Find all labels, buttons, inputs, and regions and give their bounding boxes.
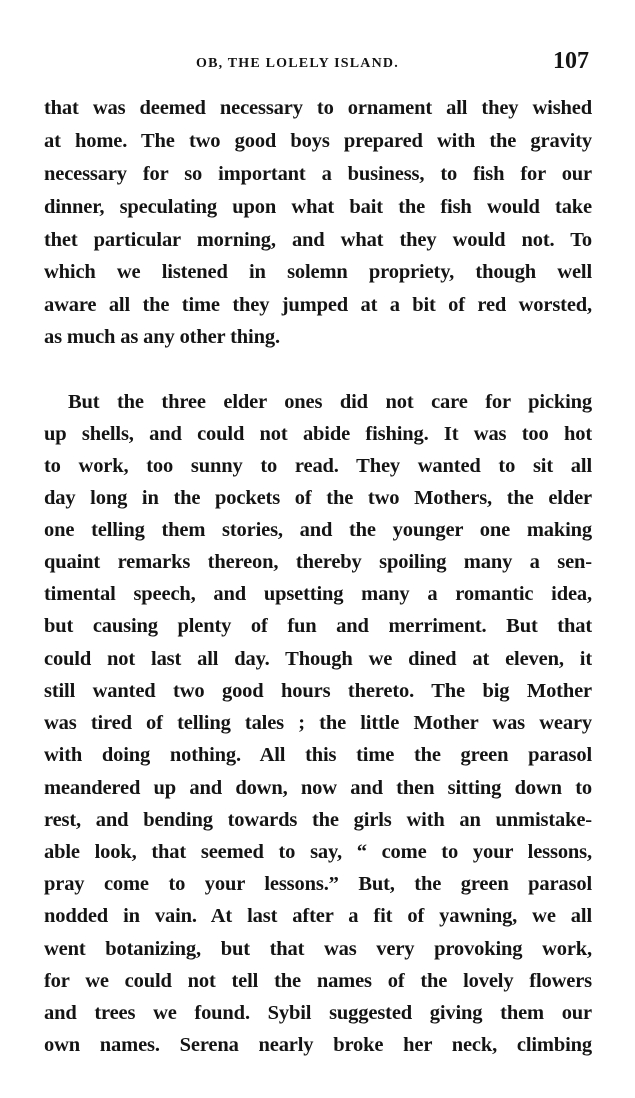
text-line: own names. Serena nearly broke her neck, climbing bbox=[44, 1034, 592, 1056]
text-line: but causing plenty of fun and merriment. But that bbox=[44, 615, 592, 637]
text-line: day long in the pockets of the two Mothers, the elder bbox=[44, 487, 592, 509]
text-line: one telling them stories, and the younger one making bbox=[44, 519, 592, 541]
text-line: was tired of telling tales ; the little Mother was weary bbox=[44, 712, 592, 734]
text-line: and trees we found. Sybil suggested giving them our bbox=[44, 1002, 592, 1024]
text-line: pray come to your lessons.” But, the green parasol bbox=[44, 873, 592, 895]
text-line: still wanted two good hours thereto. The big Mother bbox=[44, 680, 592, 702]
text-line: at home. The two good boys prepared with the gravity bbox=[44, 130, 592, 152]
text-line: up shells, and could not abide fishing. It was too hot bbox=[44, 423, 592, 445]
text-line: meandered up and down, now and then sitting down to bbox=[44, 777, 592, 799]
text-line: rest, and bending towards the girls with an unmistake- bbox=[44, 809, 592, 831]
text-line: But the three elder ones did not care for picking bbox=[68, 391, 592, 413]
text-line: quaint remarks thereon, thereby spoiling many a sen- bbox=[44, 551, 592, 573]
text-line: able look, that seemed to say, “ come to your lessons, bbox=[44, 841, 592, 863]
text-line: went botanizing, but that was very provoking work, bbox=[44, 938, 592, 960]
text-line: could not last all day. Though we dined at eleven, it bbox=[44, 648, 592, 670]
text-line: necessary for so important a business, to fish for our bbox=[44, 163, 592, 185]
text-line: dinner, speculating upon what bait the fish would take bbox=[44, 196, 592, 218]
text-line: for we could not tell the names of the lovely flowers bbox=[44, 970, 592, 992]
running-head: OB, THE LOLELY ISLAND. bbox=[196, 56, 399, 71]
text-line: to work, too sunny to read. They wanted to sit all bbox=[44, 455, 592, 477]
text-line: which we listened in solemn propriety, though well bbox=[44, 261, 592, 283]
text-line: that was deemed necessary to ornament all they wished bbox=[44, 97, 592, 119]
text-line: nodded in vain. At last after a fit of yawning, we all bbox=[44, 905, 592, 927]
page-number: 107 bbox=[553, 48, 589, 74]
text-line: timental speech, and upsetting many a romantic idea, bbox=[44, 583, 592, 605]
text-line: aware all the time they jumped at a bit of red worsted, bbox=[44, 294, 592, 316]
text-line: as much as any other thing. bbox=[44, 326, 280, 348]
text-line: with doing nothing. All this time the green parasol bbox=[44, 744, 592, 766]
text-line: thet particular morning, and what they would not. To bbox=[44, 229, 592, 251]
